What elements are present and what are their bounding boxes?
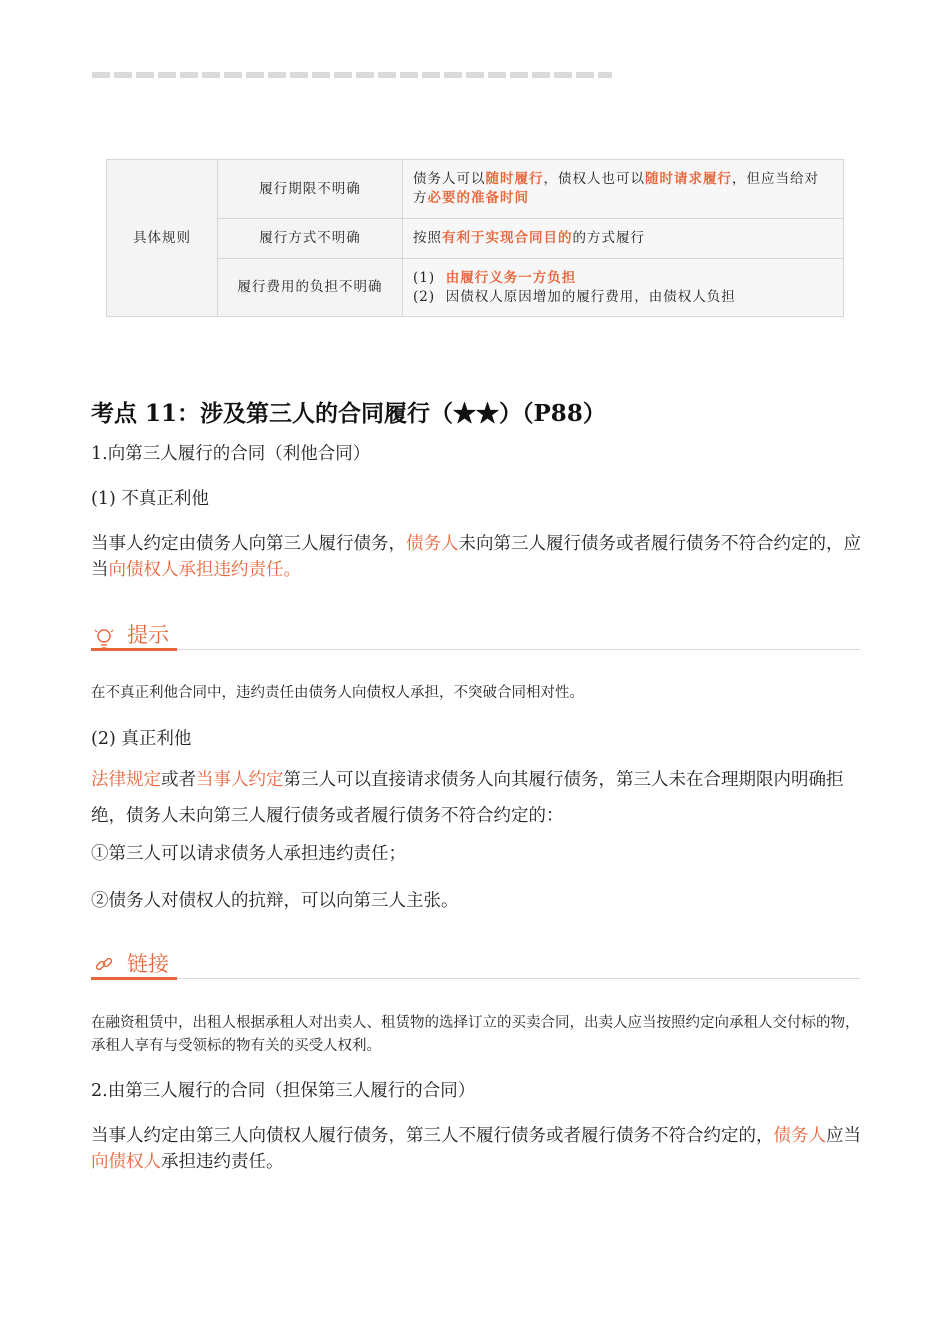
row-header-cell: 具体规则 (107, 160, 218, 317)
link-text: 在融资租赁中，出租人根据承租人对出卖人、租赁物的选择订立的买卖合同，出卖人应当按照约定向承租人交付标的物，承租人享有与受领标的物有关的买受人权利。 (91, 1015, 860, 1054)
section-title: 考点 11：涉及第三人的合同履行（★★）（P88） (91, 400, 606, 427)
rules-table (106, 159, 844, 317)
link-bar (91, 948, 860, 978)
divider (177, 978, 860, 979)
rule-content: (1) 由履行义务一方负担 (2) 因债权人原因增加的履行费用，由债权人负担 (403, 259, 844, 317)
table-row (107, 259, 844, 317)
header-text-faint (92, 72, 612, 78)
rule-label: 履行期限不明确 (218, 160, 403, 219)
subheading: 1.向第三人履行的合同（利他合同） (91, 444, 371, 464)
lightbulb-icon (93, 625, 115, 656)
divider (177, 649, 860, 650)
tip-bar (91, 619, 860, 649)
rule-content: 债务人可以随时履行，债权人也可以随时请求履行，但应当给对方必要的准备时间 (403, 160, 844, 219)
paragraph: 当事人约定由债务人向第三人履行债务，债务人未向第三人履行债务或者履行债务不符合约定的，应当向债权人承担违约责任。 (91, 534, 861, 580)
subheading: 2.由第三人履行的合同（担保第三人履行的合同） (91, 1081, 476, 1101)
table-row (107, 160, 844, 219)
rule-content: 按照有利于实现合同目的的方式履行 (403, 219, 844, 259)
paragraph: 法律规定或者当事人约定第三人可以直接请求债务人向其履行债务，第三人未在合理期限内明确拒绝，债务人未向第三人履行债务或者履行债务不符合约定的： (91, 770, 844, 826)
rule-label: 履行费用的负担不明确 (218, 259, 403, 317)
subheading: (2) 真正利他 (91, 729, 192, 749)
tip-title: 提示 (127, 623, 169, 647)
list-item: ②债务人对债权人的抗辩，可以向第三人主张。 (91, 891, 459, 911)
link-title: 链接 (127, 952, 169, 976)
tip-text: 在不真正利他合同中，违约责任由债务人向债权人承担，不突破合同相对性。 (91, 685, 584, 701)
link-underline (91, 977, 177, 980)
rule-label: 履行方式不明确 (218, 219, 403, 259)
paragraph: 当事人约定由第三人向债权人履行债务，第三人不履行债务或者履行债务不符合约定的，债务人应当向债权人承担违约责任。 (91, 1126, 861, 1172)
list-item: ①第三人可以请求债务人承担违约责任； (91, 844, 406, 864)
tip-underline (91, 648, 177, 651)
table-row (107, 219, 844, 259)
subheading: (1) 不真正利他 (91, 489, 209, 509)
